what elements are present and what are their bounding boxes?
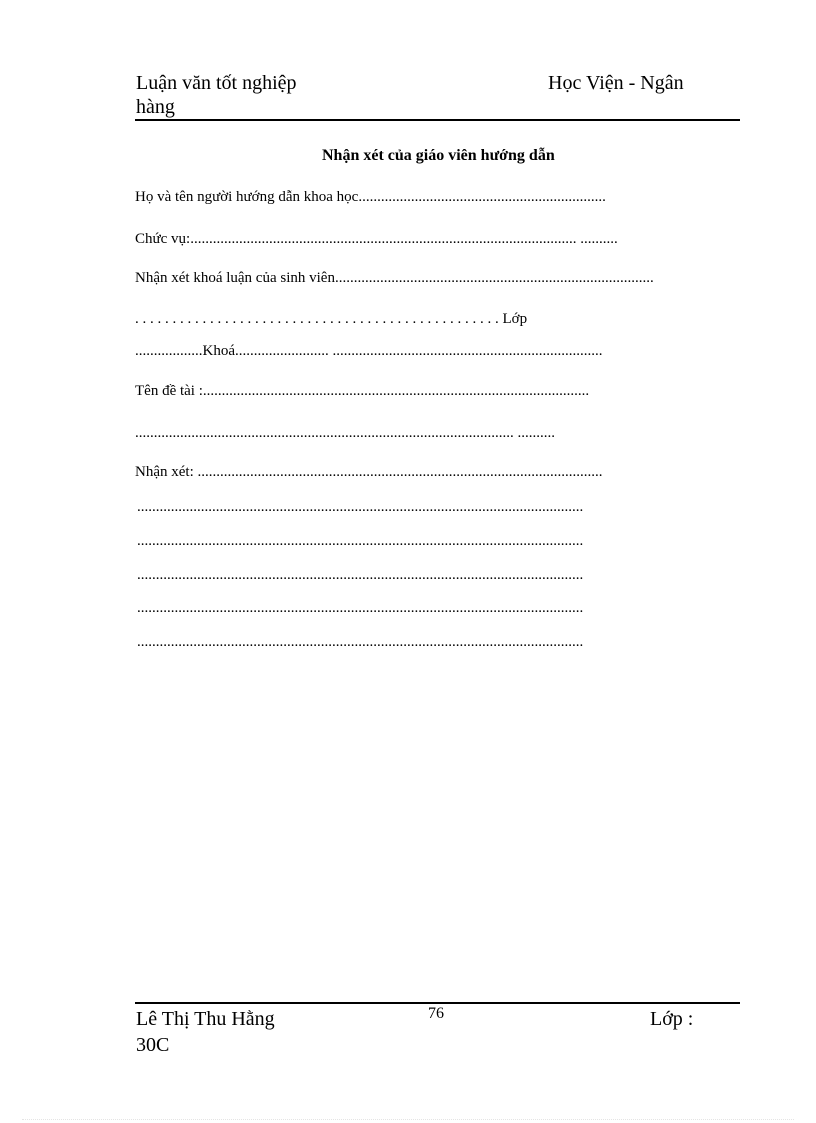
header-institution-continuation: hàng [136,96,175,118]
comment-dot-line: ....................................................................................................................... [137,634,584,650]
class-line: . . . . . . . . . . . . . . . . . . . . . . . . . . . . . . . . . . . . . . . . . . . . . . . . . Lớp [135,311,528,327]
footer-class-label: Lớp : [650,1008,694,1030]
position-line: Chức vụ:....................................................................................................... .......... [135,231,618,247]
comment-dot-line: ....................................................................................................................... [137,499,584,515]
student-review-line: Nhận xét khoá luận của sinh viên..................................................................................... [135,270,654,286]
header-divider [135,119,740,121]
topic-line: Tên đề tài :....................................................................................................... [135,383,590,399]
comment-dot-line: ....................................................................................................................... [137,567,584,583]
advisor-name-line: Họ và tên người hướng dẫn khoa học.................................................................. [135,189,606,205]
header-institution-label: Học Viện - Ngân [548,72,684,94]
header-thesis-label: Luận văn tốt nghiệp [136,72,297,94]
comment-dot-line: ....................................................................................................................... [137,533,584,549]
topic-continuation-line: ..................................................................................................... .......... [135,425,555,441]
comment-dot-line: ....................................................................................................................... [137,600,584,616]
page-bottom-edge [22,1119,794,1120]
course-line: ..................Khoá......................... ........................................................................ [135,343,603,359]
footer-author: Lê Thị Thu Hằng [136,1008,275,1030]
comment-label-line: Nhận xét: ............................................................................................................ [135,464,603,480]
page-number: 76 [428,1005,444,1022]
footer-class-value: 30C [136,1034,170,1056]
page-title: Nhận xét của giáo viên hướng dẫn [322,147,555,164]
